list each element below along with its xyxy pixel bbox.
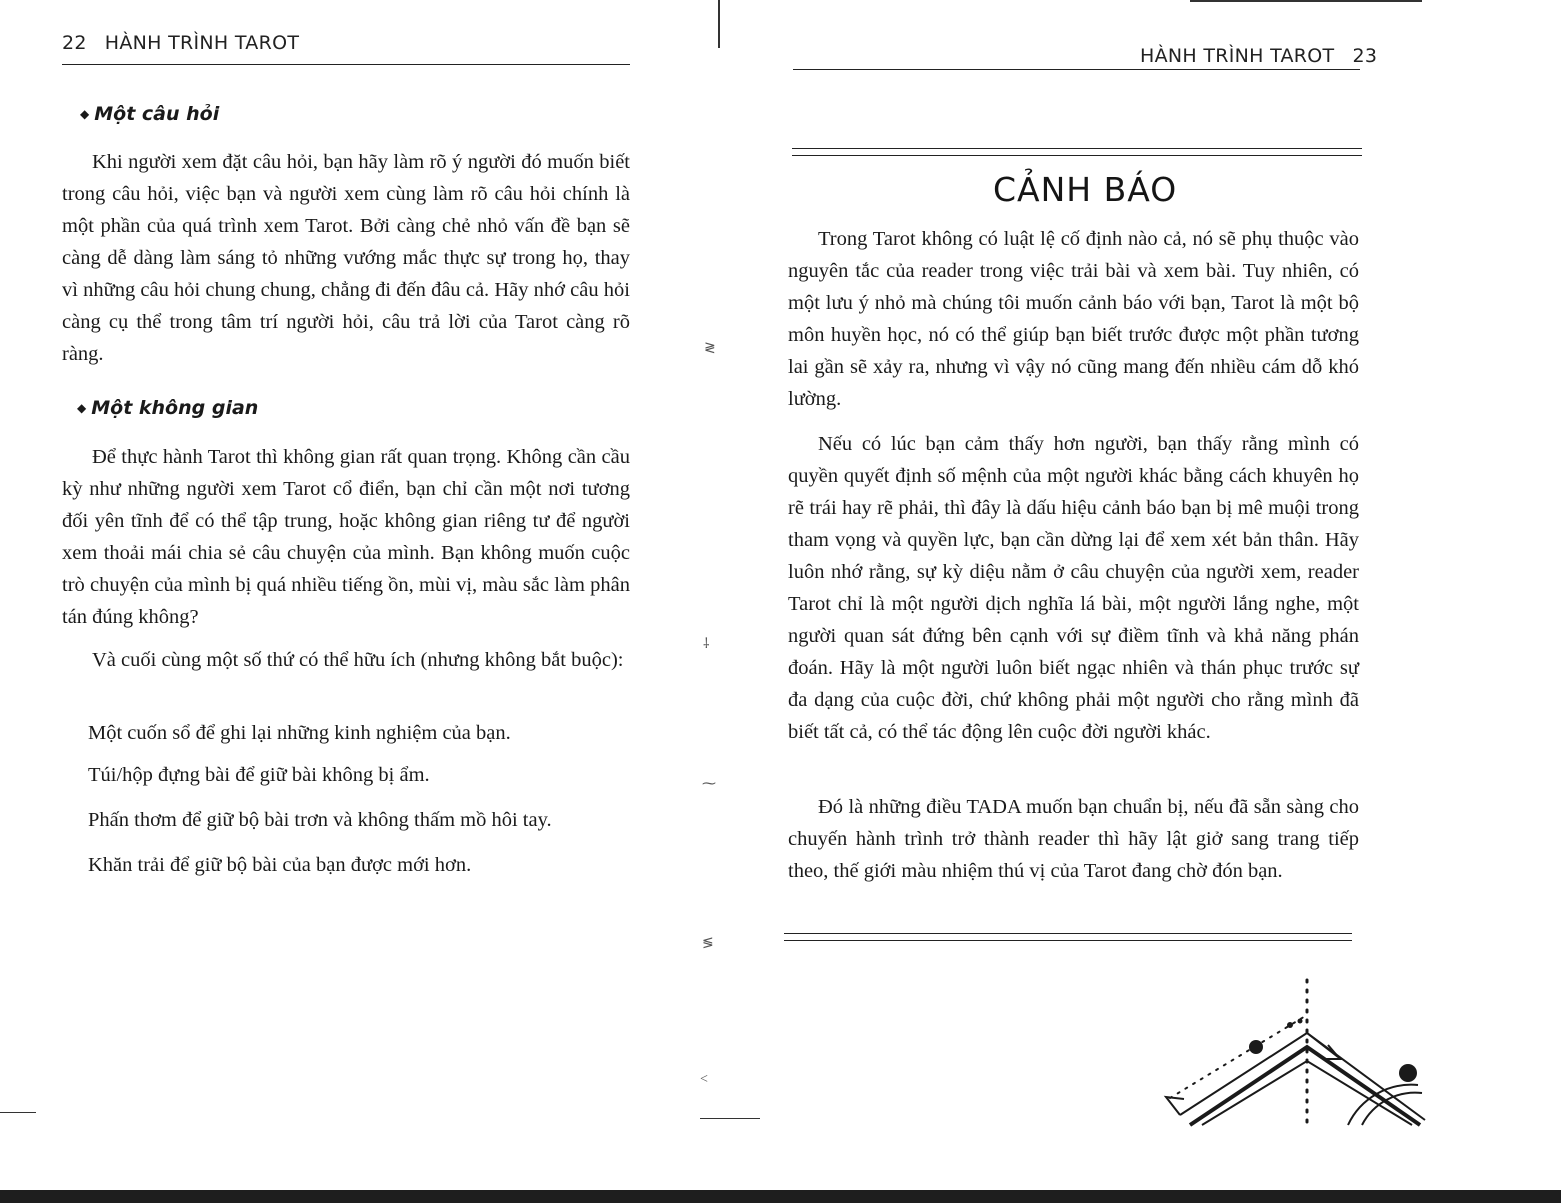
paragraph-space: Để thực hành Tarot thì không gian rất quan trọng. Không cần cầu kỳ như những người xem Tarot cổ điển, bạn chỉ cần một nơi tương đối yên tĩnh để có thể tập trung, hoặc không gian riêng tư để người xem thoải mái chia sẻ câu chuyện của mình. Bạn không muốn cuộc trò chuyện của mình bị quá nhiều tiếng ồn, mùi vị, màu sắc làm phân tán đúng không? (62, 446, 630, 628)
page-number-right: 23 (1352, 45, 1378, 67)
text-double-rule-bottom (784, 933, 1352, 941)
title-double-rule-top (792, 148, 1362, 156)
section-heading-question (80, 103, 219, 125)
diamond-bullet-icon: ◆ (80, 107, 90, 121)
list-item: Túi/hộp đựng bài để giữ bài không bị ẩm. (88, 764, 430, 786)
list-item: Khăn trải để giữ bộ bài của bạn được mới hơn. (88, 854, 472, 876)
gutter-line (718, 0, 720, 48)
running-head-left (62, 32, 299, 54)
paragraph-warning-2: Nếu có lúc bạn cảm thấy hơn người, bạn thấy rằng mình có quyền quyết định số mệnh của một người khác bằng cách khuyên họ rẽ trái hay rẽ phải, thì đây là dấu hiệu cảnh báo bạn bị mê muội trong tham vọng và quyền lực, bạn cần dừng lại để xem xét bản thân. Hãy luôn nhớ rằng, sự kỳ diệu nằm ở câu chuyện của người xem, reader Tarot chỉ là một người dịch nghĩa lá bài, một người lắng nghe, một người quan sát đứng bên cạnh với sự điềm tĩnh và khả năng phán đoán. Hãy là một người luôn biết ngạc nhiên và thán phục trước sự đa dạng của cuộc đời, chứ không phải một người cho rằng mình đã biết tất cả, có thể tác động lên cuộc đời người khác. (788, 433, 1359, 743)
section-heading-space-text: Một không gian (91, 397, 259, 419)
gutter-smudge: ≷ (704, 341, 716, 356)
section-heading-space (77, 397, 258, 419)
page-title: CẢNH BÁO (993, 170, 1178, 209)
gutter-smudge: ˂ (700, 1072, 708, 1087)
gutter-smudge: ⁓ (702, 777, 716, 792)
header-rule-left (62, 64, 630, 65)
paragraph-warning-1: Trong Tarot không có luật lệ cố định nào cả, nó sẽ phụ thuộc vào nguyên tắc của reader trong việc trải bài và xem bài. Tuy nhiên, có một lưu ý nhỏ mà chúng tôi muốn cảnh báo với bạn, Tarot là một bộ môn huyền học, nó có thể giúp bạn biết trước được một phần tương lai gần sẽ xảy ra, nhưng vì vậy nó cũng mang đến nhiều cám dỗ khó lường. (788, 228, 1359, 410)
paragraph-question: Khi người xem đặt câu hỏi, bạn hãy làm rõ ý người đó muốn biết trong câu hỏi, việc bạn và người xem cùng làm rõ câu hỏi chính là một phần của quá trình xem Tarot. Bởi càng chẻ nhỏ vấn đề bạn sẽ càng dễ dàng làm sáng tỏ những vướng mắc thực sự trong họ, thay vì những câu hỏi chung chung, chẳng đi đến đâu cả. Hãy nhớ câu hỏi càng cụ thể trong tâm trí người hỏi, câu trả lời của Tarot càng rõ ràng. (62, 151, 630, 365)
gutter-smudge: ≶ (702, 936, 714, 951)
list-item: Một cuốn sổ để ghi lại những kinh nghiệm của bạn. (88, 722, 511, 744)
scan-edge-line (0, 1112, 36, 1113)
running-head-right (1140, 45, 1377, 67)
diamond-bullet-icon: ◆ (77, 401, 87, 415)
running-head-title-left: HÀNH TRÌNH TAROT (104, 32, 300, 54)
geometric-arrow-ornament-icon (1150, 975, 1440, 1125)
paragraph-warning-3: Đó là những điều TADA muốn bạn chuẩn bị, nếu đã sẵn sàng cho chuyến hành trình trở thành reader thì hãy lật giở sang trang tiếp theo, thế giới màu nhiệm thú vị của Tarot đang chờ đón bạn. (788, 796, 1359, 882)
section-heading-question-text: Một câu hỏi (94, 103, 220, 125)
paragraph-optional: Và cuối cùng một số thứ có thể hữu ích (nhưng không bắt buộc): (92, 649, 624, 671)
gutter-smudge: ⸸ (703, 637, 710, 652)
page-number-left: 22 (62, 32, 87, 54)
header-rule-right (793, 69, 1360, 70)
running-head-title-right: HÀNH TRÌNH TAROT (1140, 45, 1335, 67)
list-item: Phấn thơm để giữ bộ bài trơn và không thấm mồ hôi tay. (88, 809, 552, 831)
